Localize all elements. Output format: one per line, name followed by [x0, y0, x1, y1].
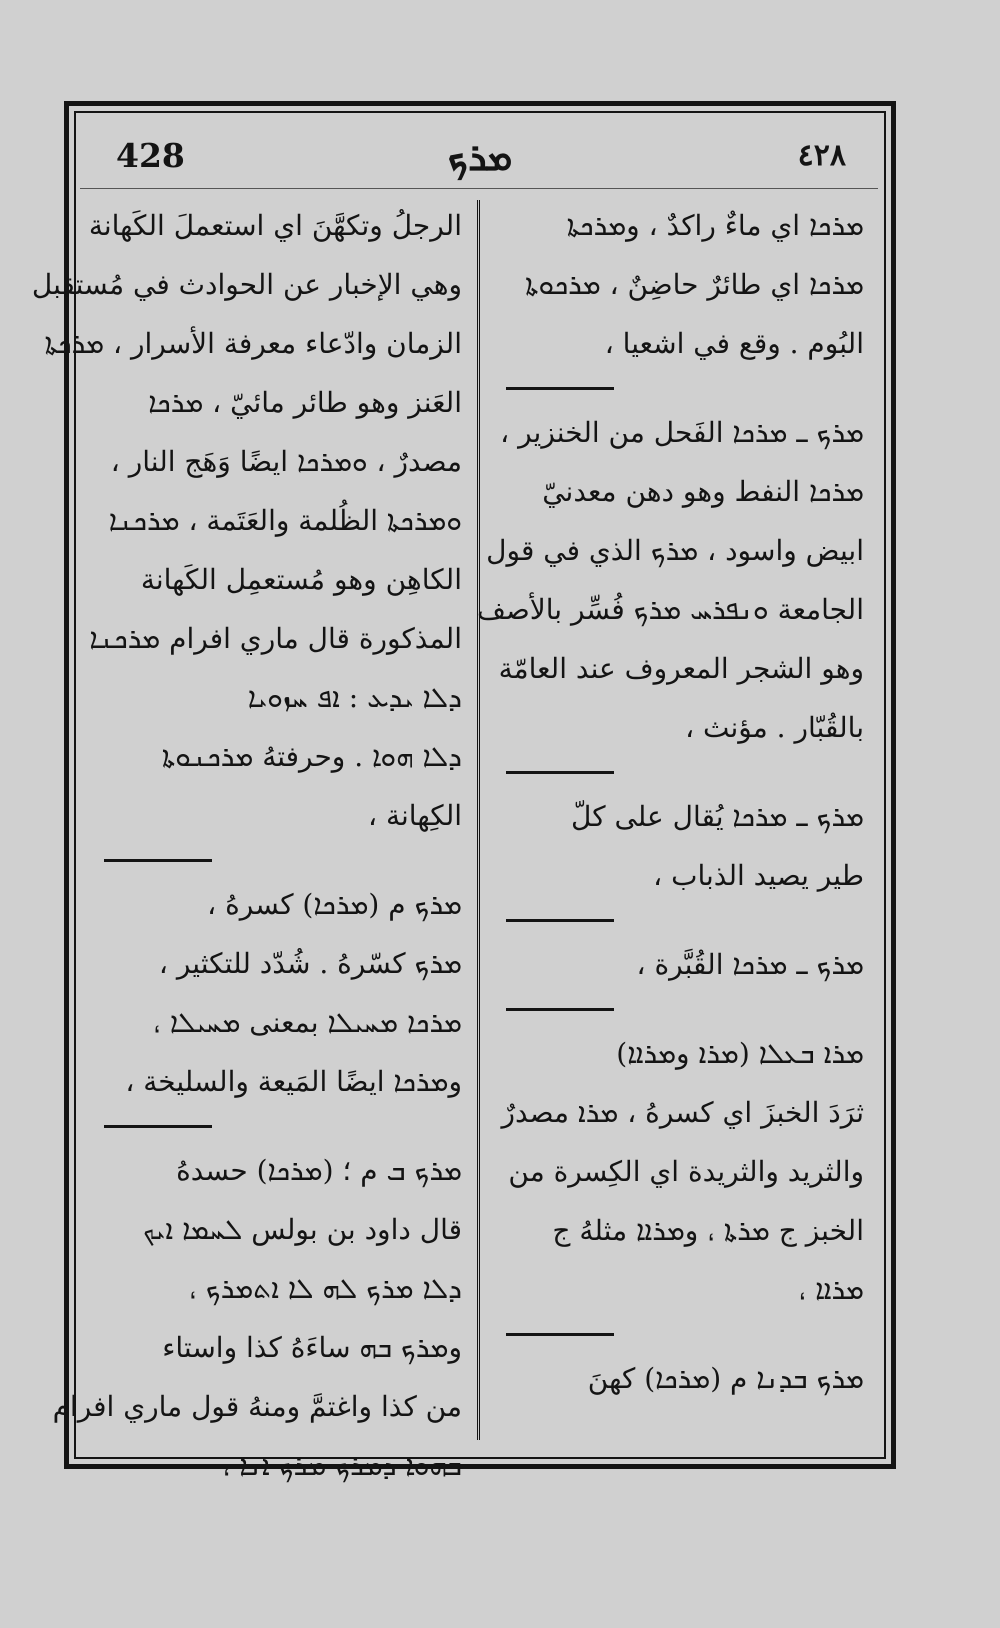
text-line: ܡܪܟܐ اي طائرٌ حاضِنٌ ، ܡܪܟܘܬܐ — [525, 268, 864, 301]
text-line: بالقُبّار . مؤنث ، — [685, 711, 864, 744]
page-number-arabic: ٤٢٨ — [797, 138, 846, 173]
text-line: ܡܪܟܐ اي ماءٌ راكدٌ ، وܡܪܟܬܐ — [566, 209, 864, 242]
entry-separator — [492, 1319, 864, 1349]
text-line: الخبز ج ܡܪܬܐ ، وܡܪܐܐ مثلهُ ج — [552, 1214, 864, 1247]
text-line: الرجلُ وتكهَّنَ اي استعملَ الكَهانة — [88, 209, 462, 242]
text-line: قال داود بن بولس ܠܚܡܐ ܐܝܟ — [143, 1213, 462, 1246]
entry-separator — [492, 905, 864, 935]
text-line: مصدرٌ ، ܘܡܪܟܐ ايضًا وَهَج النار ، — [110, 445, 462, 478]
right-column — [476, 196, 864, 1408]
text-line: البُوم . وقع في اشعيا ، — [604, 327, 864, 360]
entry-separator — [492, 373, 864, 403]
column-divider — [477, 200, 480, 1440]
text-line: ܒܗܘܐ ܕܡܪܟ ܡܪܟ ܐܢܐ ، — [222, 1449, 462, 1482]
text-line: ܘܡܪܟܬܐ الظُلمة والعَتَمة ، ܡܪܟܢܐ — [108, 504, 462, 537]
text-line: ثرَدَ الخبزَ اي كسرهُ ، ܡܪܐ مصدرٌ — [501, 1096, 864, 1129]
header-rule — [80, 188, 878, 189]
text-line: ܡܪܟ ـ ܡܪܟܐ يُقال على كلّ — [571, 800, 864, 833]
text-line: الجامعة ܘܢܦܪܚ ܡܪܟ فُسِّر بالأصف — [476, 593, 864, 626]
text-line: ܡܪܟ ܒܕܢܐ م (ܡܪܟܐ) كهنَ — [587, 1362, 864, 1395]
text-line: العَنز وهو طائر مائيّ ، ܡܪܟܐ — [148, 386, 462, 419]
text-line: من كذا واغتمَّ ومنهُ قول ماري افرام — [52, 1390, 462, 1423]
text-line: وܡܪܟ ܒܗ ساءَهُ كذا واستاء — [162, 1331, 462, 1364]
text-line: وهي الإخبار عن الحوادث في مُستقبل — [31, 268, 462, 301]
text-line: وܡܪܟܐ ايضًا المَيعة والسليخة ، — [125, 1065, 462, 1098]
text-line: ܡܪܟ ܒ م ؛ (ܡܪܟܐ) حسدهُ — [176, 1154, 462, 1187]
text-line: ܡܪܟ م (ܡܪܟܐ) كسرهُ ، — [207, 888, 462, 921]
text-line: الزمان وادّعاء معرفة الأسرار ، ܡܪܟܬܐ — [44, 327, 462, 360]
text-line: ܕܠܐ ܡܪܟ ܠܗ ܠܐ ܐܬܡܪܟ ، — [189, 1272, 462, 1305]
text-line: المذكورة قال ماري افرام ܡܪܟܢܐ — [89, 622, 462, 655]
text-line: ܡܪܟܐ النفط وهو دهن معدنيّ — [542, 475, 864, 508]
text-line: ܡܪܟܐ ܡܚܝܠܐ بمعنى ܡܚܝܠܐ ، — [153, 1006, 462, 1039]
page-header — [76, 126, 884, 186]
text-line: ܡܪܟ كسّرهُ . شُدّد للتكثير ، — [158, 947, 462, 980]
text-line: ܡܪܟ ـ ܡܪܟܐ الفَحل من الخنزير ، — [500, 416, 864, 449]
entry-separator — [90, 845, 462, 875]
text-line: ܕܠܐ ܗܘܐ . وحرفتهُ ܡܪܟܢܘܬܐ — [161, 740, 462, 773]
text-line: وهو الشجر المعروف عند العامّة — [498, 652, 864, 685]
text-line: والثريد والثريدة اي الكِسرة من — [508, 1155, 864, 1188]
text-line: ابيض واسود ، ܡܪܟ الذي في قول — [486, 534, 864, 567]
left-column — [31, 196, 462, 1495]
page-number-latin: 428 — [116, 136, 185, 175]
entry-separator — [90, 1111, 462, 1141]
entry-separator — [492, 757, 864, 787]
text-line: طير يصيد الذباب ، — [653, 859, 864, 892]
entry-separator — [492, 994, 864, 1024]
text-line: الكِهانة ، — [368, 799, 462, 832]
text-line: ܕܠܐ ܝܕܥ : ܐܦ ܚܙܘܝܐ — [247, 681, 462, 714]
running-head: ܡܪܟ — [447, 134, 513, 179]
text-line: ܡܪܐܐ ، — [798, 1273, 864, 1306]
text-line: الكاهِن وهو مُستعمِل الكَهانة — [140, 563, 462, 596]
text-line: ܡܪܐ ܒܥܠܐ (ܡܪܐ وܡܪܐܐ) — [616, 1037, 864, 1070]
text-line: ܡܪܟ ـ ܡܪܟܐ القُبَّرة ، — [636, 948, 864, 981]
